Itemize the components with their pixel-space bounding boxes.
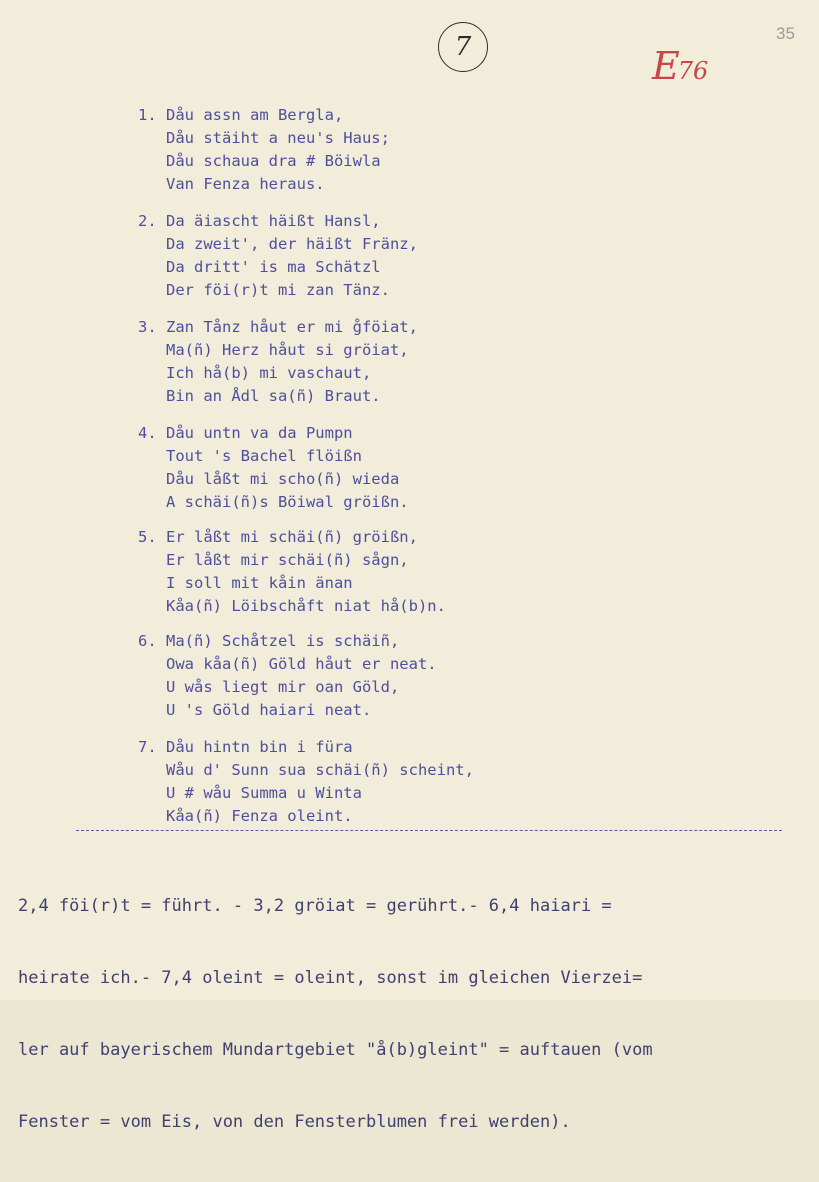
footnotes — [18, 846, 808, 1182]
stanza-6 — [138, 630, 437, 722]
poem-line: Dåu låßt mi scho(ñ) wieda — [138, 470, 400, 488]
poem-line: U # wåu Summa u Winta — [138, 784, 362, 802]
poem-line: 4. Dåu untn va da Pumpn — [138, 424, 353, 442]
poem-line: U wås liegt mir oan Göld, — [138, 678, 400, 696]
circled-page-number — [438, 22, 488, 72]
poem-line: 3. Zan Tånz håut er mi g̊föiat, — [138, 318, 418, 336]
poem-line: Wåu d' Sunn sua schäi(ñ) scheint, — [138, 761, 474, 779]
poem-line: 1. Dåu assn am Bergla, — [138, 106, 344, 124]
poem-line: Dåu stäiht a neu's Haus; — [138, 129, 390, 147]
poem-line: A schäi(ñ)s Böiwal gröißn. — [138, 493, 409, 511]
poem-line: Ma(ñ) Herz håut si gröiat, — [138, 341, 409, 359]
circled-number-text: 7 — [454, 32, 472, 62]
poem-line: Kåa(ñ) Fenza oleint. — [138, 807, 353, 825]
stanza-1 — [138, 104, 390, 196]
poem-line: Da zweit', der häißt Fränz, — [138, 235, 418, 253]
poem-line: 5. Er låßt mi schäi(ñ) gröißn, — [138, 528, 418, 546]
poem-line: U 's Göld haiari neat. — [138, 701, 372, 719]
poem-line: 6. Ma(ñ) Schåtzel is schäiñ, — [138, 632, 400, 650]
archive-signature: E76 — [652, 44, 709, 88]
poem-line: 2. Da äiascht häißt Hansl, — [138, 212, 381, 230]
poem-line: Der föi(r)t mi zan Tänz. — [138, 281, 390, 299]
footnote-line: Fenster = vom Eis, von den Fensterblumen frei werden). — [18, 1112, 571, 1132]
poem-line: Owa kåa(ñ) Göld håut er neat. — [138, 655, 437, 673]
poem-line: Dåu schaua dra # Böiwla — [138, 152, 381, 170]
stanza-4 — [138, 422, 409, 514]
footnote-line: ler auf bayerischem Mundartgebiet "å(b)gleint" = auftauen (vom — [18, 1040, 653, 1060]
stanza-3 — [138, 316, 418, 408]
poem-line: Er låßt mir schäi(ñ) sågn, — [138, 551, 409, 569]
poem-line: Van Fenza heraus. — [138, 175, 325, 193]
dashed-divider — [76, 830, 782, 831]
folio-number: 35 — [776, 24, 795, 43]
poem-line: Bin an Ådl sa(ñ) Braut. — [138, 387, 381, 405]
poem-line: Kåa(ñ) Löibschåft niat hå(b)n. — [138, 597, 446, 615]
poem-line: Ich hå(b) mi vaschaut, — [138, 364, 372, 382]
stanza-5 — [138, 526, 446, 618]
poem-line: Da dritt' is ma Schätzl — [138, 258, 381, 276]
poem-line: I soll mit kåin änan — [138, 574, 353, 592]
stanza-7 — [138, 736, 474, 828]
footnote-line: 2,4 föi(r)t = führt. - 3,2 gröiat = gerührt.- 6,4 haiari = — [18, 896, 612, 916]
stanza-2 — [138, 210, 418, 302]
poem-line: Tout 's Bachel flöißn — [138, 447, 362, 465]
footnote-line: heirate ich.- 7,4 oleint = oleint, sonst im gleichen Vierzei= — [18, 968, 643, 988]
poem-line: 7. Dåu hintn bin i füra — [138, 738, 353, 756]
